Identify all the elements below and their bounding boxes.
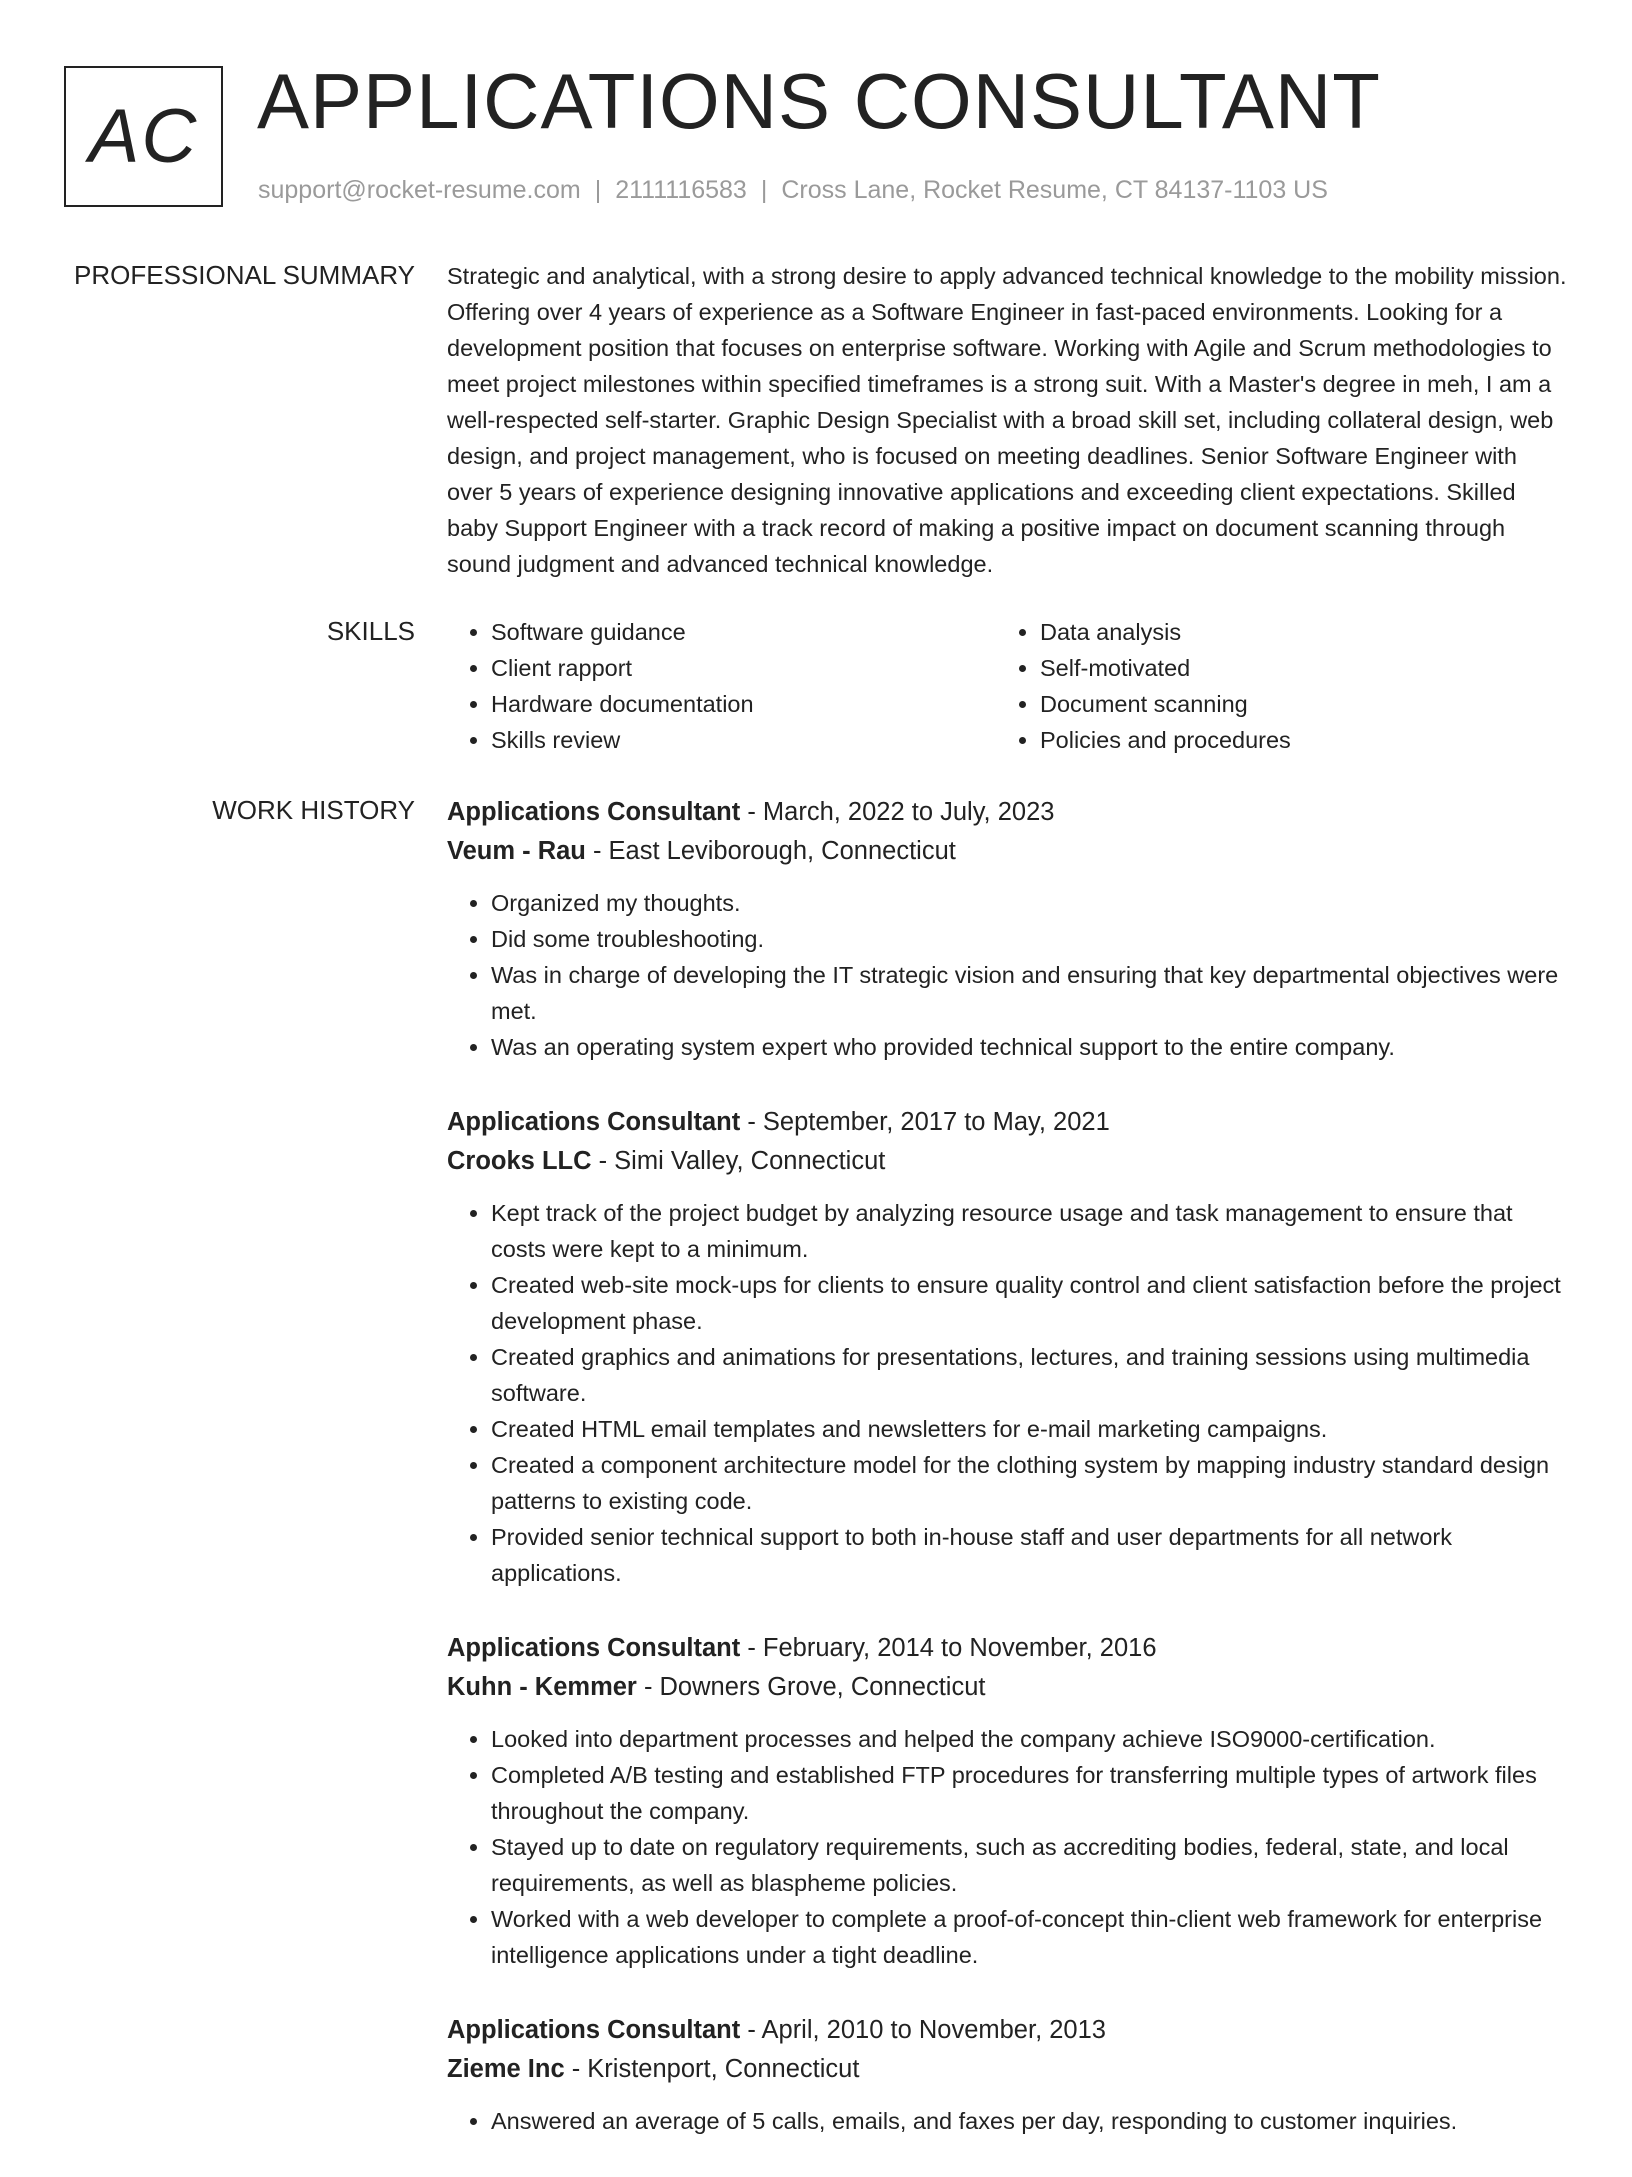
contact-line	[258, 176, 1328, 205]
job-bullet: • Created web-site mock-ups for clients to ensure quality control and client satisfaction before the project development phase.	[491, 1267, 1567, 1339]
skill-item: • Policies and procedures	[1040, 722, 1545, 758]
skills-list-left	[447, 614, 996, 758]
job-company-line	[447, 1142, 1567, 1181]
skills-heading: SKILLS	[326, 616, 415, 646]
job-title: Applications Consultant	[447, 1634, 741, 1662]
skill-item: • Self-motivated	[1040, 650, 1545, 686]
job-title-line	[447, 2011, 1567, 2050]
job-company-line	[447, 832, 1567, 871]
job-bullet: • Was an operating system expert who provided technical support to the entire company.	[491, 1029, 1567, 1065]
job-location: - East Leviborough, Connecticut	[585, 837, 956, 865]
job-title: Applications Consultant	[447, 1108, 741, 1136]
skill-item: • Client rapport	[491, 650, 996, 686]
job-company: Veum - Rau	[447, 837, 586, 865]
job-bullet: • Created a component architecture model for the clothing system by mapping industry standard design patterns to existing code.	[491, 1447, 1567, 1519]
job-bullet: • Worked with a web developer to complete a proof-of-concept thin-client web framework for enterprise intelligence applications under a tight deadline.	[491, 1901, 1567, 1973]
job-location: - Simi Valley, Connecticut	[591, 1147, 886, 1175]
monogram-initials: AC	[88, 94, 199, 179]
job-bullet: • Was in charge of developing the IT strategic vision and ensuring that key departmental objectives were met.	[491, 957, 1567, 1029]
job-title-line	[447, 1103, 1567, 1142]
job-company: Zieme Inc	[447, 2055, 565, 2083]
job-location: - Downers Grove, Connecticut	[636, 1673, 986, 1701]
monogram-box	[64, 66, 223, 207]
job-location: - Kristenport, Connecticut	[564, 2055, 860, 2083]
job-bullet: • Created HTML email templates and newsletters for e-mail marketing campaigns.	[491, 1411, 1567, 1447]
job-entry	[447, 1629, 1567, 1973]
job-bullet: • Kept track of the project budget by analyzing resource usage and task management to ensure that costs were kept to a minimum.	[491, 1195, 1567, 1267]
skills-list-right	[996, 614, 1545, 758]
job-bullets	[447, 2103, 1567, 2139]
resume-name: APPLICATIONS CONSULTANT	[257, 57, 1381, 145]
skill-item: • Software guidance	[491, 614, 996, 650]
summary-heading: PROFESSIONAL SUMMARY	[74, 260, 415, 290]
skill-item: • Document scanning	[1040, 686, 1545, 722]
contact-address: Cross Lane, Rocket Resume, CT 84137-1103 US	[781, 176, 1328, 204]
contact-separator: |	[760, 176, 768, 204]
job-company-line	[447, 1668, 1567, 1707]
job-bullets	[447, 885, 1567, 1065]
job-bullet: • Provided senior technical support to both in-house staff and user departments for all network applications.	[491, 1519, 1567, 1591]
job-title-line	[447, 1629, 1567, 1668]
skill-item: • Data analysis	[1040, 614, 1545, 650]
job-entry	[447, 2011, 1567, 2139]
job-bullet: • Completed A/B testing and established FTP procedures for transferring multiple types of artwork files throughout the company.	[491, 1757, 1567, 1829]
job-title: Applications Consultant	[447, 798, 741, 826]
contact-separator: |	[594, 176, 602, 204]
job-dates: - February, 2014 to November, 2016	[740, 1634, 1157, 1662]
job-bullet: • Organized my thoughts.	[491, 885, 1567, 921]
summary-text: Strategic and analytical, with a strong desire to apply advanced technical knowledge to the mobility mission. Offering over 4 years of experience as a Software Engineer in fast-paced environments. Looking for a development position that focuses on enterprise software. Working with Agile and Scrum methodologies to meet project milestones within specified timeframes is a strong suit. With a Master's degree in meh, I am a well-respected self-starter. Graphic Design Specialist with a broad skill set, including collateral design, web design, and project management, who is focused on meeting deadlines. Senior Software Engineer with over 5 years of experience designing innovative applications and exceeding client expectations. Skilled baby Support Engineer with a track record of making a positive impact on document scanning through sound judgment and advanced technical knowledge.	[447, 263, 1567, 577]
job-company: Kuhn - Kemmer	[447, 1673, 637, 1701]
job-bullet: • Did some troubleshooting.	[491, 921, 1567, 957]
job-company: Crooks LLC	[447, 1147, 592, 1175]
job-dates: - April, 2010 to November, 2013	[740, 2016, 1106, 2044]
contact-phone: 2111116583	[615, 176, 747, 204]
job-company-line	[447, 2050, 1567, 2089]
skill-item: • Hardware documentation	[491, 686, 996, 722]
job-bullet: • Answered an average of 5 calls, emails, and faxes per day, responding to customer inquiries.	[491, 2103, 1567, 2139]
job-entry	[447, 1103, 1567, 1591]
job-dates: - September, 2017 to May, 2021	[740, 1108, 1110, 1136]
job-title-line	[447, 793, 1567, 832]
skill-item: • Skills review	[491, 722, 996, 758]
job-entry	[447, 793, 1567, 1065]
job-dates: - March, 2022 to July, 2023	[740, 798, 1055, 826]
job-title: Applications Consultant	[447, 2016, 741, 2044]
job-bullet: • Stayed up to date on regulatory requirements, such as accrediting bodies, federal, state, and local requirements, as well as blaspheme policies.	[491, 1829, 1567, 1901]
job-bullets	[447, 1195, 1567, 1591]
skills-grid	[447, 614, 1567, 758]
job-bullet: • Looked into department processes and helped the company achieve ISO9000-certification.	[491, 1721, 1567, 1757]
work-history-heading: WORK HISTORY	[212, 795, 415, 825]
job-bullet: • Created graphics and animations for presentations, lectures, and training sessions using multimedia software.	[491, 1339, 1567, 1411]
contact-email: support@rocket-resume.com	[258, 176, 581, 204]
job-bullets	[447, 1721, 1567, 1973]
